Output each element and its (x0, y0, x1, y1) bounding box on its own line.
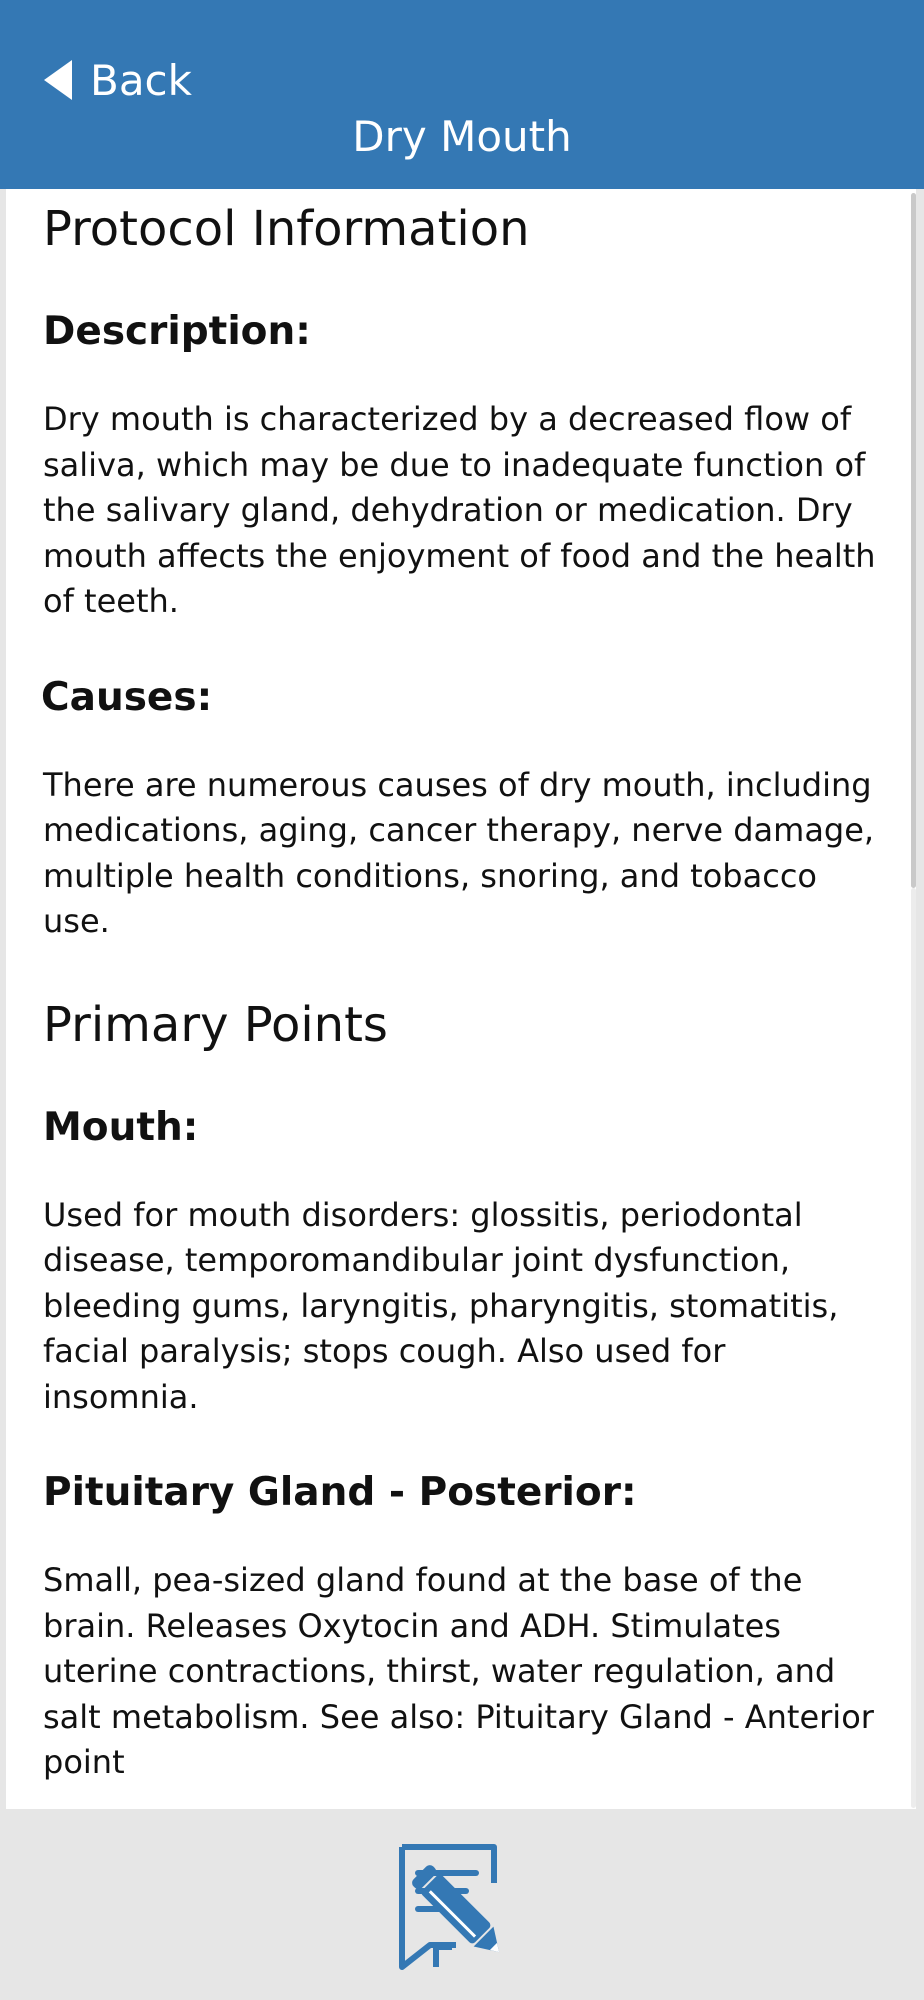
point-label-pituitary-posterior: Pituitary Gland - Posterior: (43, 1470, 637, 1515)
page-title: Dry Mouth (352, 112, 572, 161)
back-label: Back (90, 55, 192, 105)
protocol-content[interactable] (6, 189, 916, 1809)
point-text-mouth: Used for mouth disorders: glossitis, periodontal disease, temporomandibular joint dysfunction, bleeding gums, laryngitis, pharyngitis, stomatitis, facial paralysis; stops cough. Also used for insomnia. (43, 1195, 839, 1416)
footer-toolbar (0, 1809, 924, 2000)
notes-edit-icon[interactable] (396, 1843, 526, 1973)
navigation-header (0, 0, 924, 189)
description-text: Dry mouth is characterized by a decreased flow of saliva, which may be due to inadequate function of the salivary gland, dehydration or medication. Dry mouth affects the enjoyment of food and the health of teeth. (43, 400, 876, 620)
causes-label: Causes: (41, 674, 213, 720)
back-button[interactable] (44, 52, 192, 108)
primary-points-heading: Primary Points (43, 996, 388, 1053)
point-label-mouth: Mouth: (43, 1104, 199, 1150)
point-text-pituitary-posterior: Small, pea-sized gland found at the base of the brain. Releases Oxytocin and ADH. Stimulates uterine contractions, thirst, water regulation, and salt metabolism. See also: Pituitary Gland - Anterior point (43, 1561, 874, 1781)
scrollbar-thumb[interactable] (911, 193, 916, 888)
back-arrow-icon (44, 60, 72, 100)
protocol-information-heading: Protocol Information (43, 201, 530, 257)
causes-text: There are numerous causes of dry mouth, including medications, aging, cancer therapy, nerve damage, multiple health conditions, snoring, and tobacco use. (43, 765, 875, 940)
description-label: Description: (43, 309, 311, 354)
scrollbar-track (911, 888, 916, 1808)
